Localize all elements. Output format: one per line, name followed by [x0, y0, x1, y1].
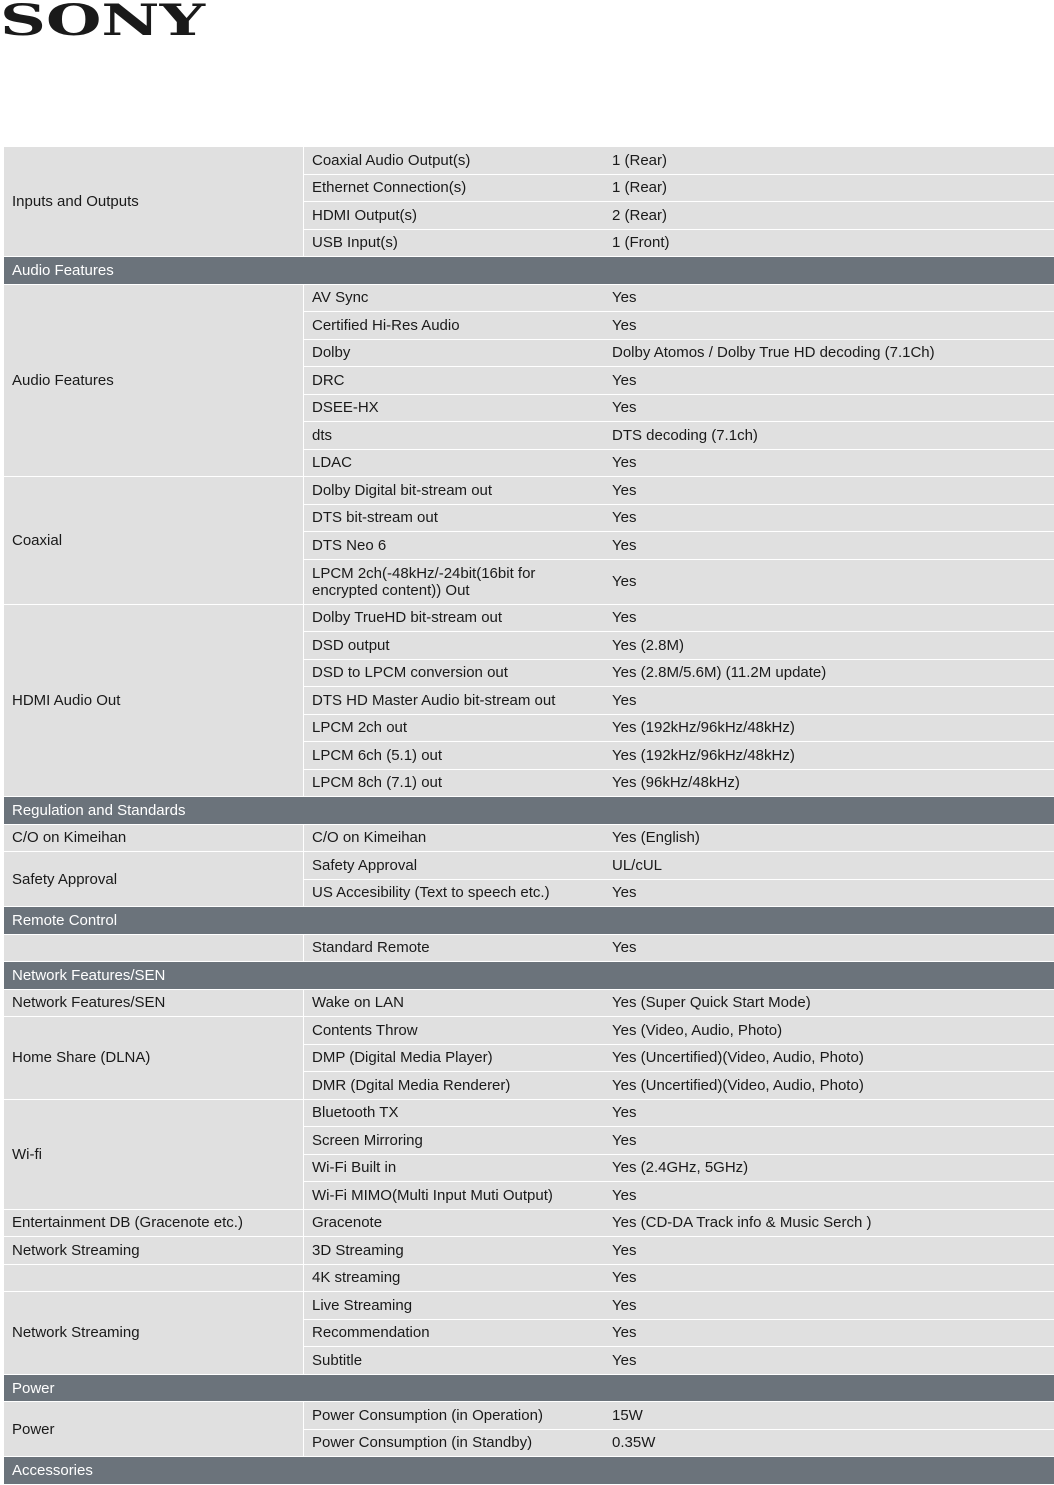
logo-text: SONY	[0, 0, 207, 40]
spec-row	[304, 880, 1054, 908]
feature-name: DTS Neo 6	[312, 536, 387, 554]
feature-value: Yes (Super Quick Start Mode)	[612, 994, 811, 1012]
feature-name: Recommendation	[312, 1324, 430, 1342]
feature-value: Yes	[612, 609, 637, 627]
spec-group	[4, 990, 1054, 1018]
feature-value: Yes	[612, 1351, 637, 1369]
feature-value: Yes (96kHz/48kHz)	[612, 774, 740, 792]
feature-name: AV Sync	[312, 289, 369, 307]
group-rows	[304, 1292, 1054, 1375]
spec-row	[304, 422, 1054, 450]
feature-name: Power Consumption (in Standby)	[312, 1434, 533, 1452]
spec-row	[304, 340, 1054, 368]
section-header: Remote Control	[4, 907, 1054, 935]
spec-group	[4, 1237, 1054, 1265]
spec-group	[4, 1100, 1054, 1210]
spec-row	[304, 367, 1054, 395]
spec-row	[304, 1210, 1054, 1238]
feature-value: Yes	[612, 939, 637, 957]
feature-name: DMR (Dgital Media Renderer)	[312, 1076, 511, 1094]
spec-group	[4, 852, 1054, 907]
spec-row	[304, 230, 1054, 258]
feature-value: Yes (2.4GHz, 5GHz)	[612, 1159, 749, 1177]
spec-row	[304, 1402, 1054, 1430]
feature-name: Dolby TrueHD bit-stream out	[312, 609, 503, 627]
spec-group	[4, 1402, 1054, 1457]
section-header: Accessories	[4, 1457, 1054, 1485]
group-label: Safety Approval	[4, 852, 304, 907]
group-label: Entertainment DB (Gracenote etc.)	[4, 1210, 304, 1238]
feature-value: Yes (2.8M)	[612, 636, 684, 654]
spec-group	[4, 605, 1054, 798]
feature-name: LPCM 2ch out	[312, 719, 408, 737]
spec-group	[4, 1292, 1054, 1375]
section-header: Regulation and Standards	[4, 797, 1054, 825]
feature-value: Yes (Uncertified)(Video, Audio, Photo)	[612, 1076, 864, 1094]
spec-group	[4, 1265, 1054, 1293]
feature-name: DTS HD Master Audio bit-stream out	[312, 691, 556, 709]
feature-name: USB Input(s)	[312, 234, 398, 252]
feature-name: Wake on LAN	[312, 994, 404, 1012]
feature-value: Dolby Atomos / Dolby True HD decoding (7.1Ch)	[612, 344, 935, 362]
feature-value: Yes	[612, 1324, 637, 1342]
group-label: Power	[4, 1402, 304, 1457]
feature-value: 1 (Rear)	[612, 151, 668, 169]
spec-row	[304, 742, 1054, 770]
feature-name: Contents Throw	[312, 1021, 418, 1039]
spec-row	[304, 990, 1054, 1018]
group-label	[4, 1265, 304, 1293]
feature-value: 2 (Rear)	[612, 206, 668, 224]
feature-value: Yes	[612, 1186, 637, 1204]
sony-logo	[0, 0, 210, 40]
feature-value: Yes	[612, 536, 637, 554]
feature-name: Gracenote	[312, 1214, 383, 1232]
spec-row	[304, 1127, 1054, 1155]
section-header: Network Features/SEN	[4, 962, 1054, 990]
spec-row	[304, 1182, 1054, 1210]
feature-name: DSEE-HX	[312, 399, 379, 417]
spec-row	[304, 202, 1054, 230]
feature-name: Bluetooth TX	[312, 1104, 399, 1122]
feature-value: Yes	[612, 289, 637, 307]
spec-row	[304, 477, 1054, 505]
feature-value: Yes (Video, Audio, Photo)	[612, 1021, 783, 1039]
group-label: Coaxial	[4, 477, 304, 605]
feature-value: 1 (Front)	[612, 234, 670, 252]
feature-value: Yes	[612, 371, 637, 389]
spec-row	[304, 1430, 1054, 1458]
spec-row	[304, 1237, 1054, 1265]
spec-row	[304, 852, 1054, 880]
feature-name: 4K streaming	[312, 1269, 401, 1287]
feature-value: Yes	[612, 1241, 637, 1259]
spec-row	[304, 715, 1054, 743]
spec-row	[304, 1265, 1054, 1293]
spec-row	[304, 505, 1054, 533]
feature-name: HDMI Output(s)	[312, 206, 418, 224]
feature-value: UL/cUL	[612, 856, 663, 874]
feature-value: Yes (CD-DA Track info & Music Serch )	[612, 1214, 872, 1232]
feature-value: 1 (Rear)	[612, 179, 668, 197]
feature-name: Screen Mirroring	[312, 1131, 423, 1149]
feature-name: Wi-Fi Built in	[312, 1159, 397, 1177]
feature-name: Dolby Digital bit-stream out	[312, 481, 493, 499]
feature-value: Yes (192kHz/96kHz/48kHz)	[612, 719, 795, 737]
feature-name: Wi-Fi MIMO(Multi Input Muti Output)	[312, 1186, 553, 1204]
group-rows	[304, 1017, 1054, 1100]
feature-name: LPCM 8ch (7.1) out	[312, 774, 443, 792]
feature-value: Yes (English)	[612, 829, 700, 847]
group-rows	[304, 852, 1054, 907]
feature-name: US Accesibility (Text to speech etc.)	[312, 884, 550, 902]
section-header: Audio Features	[4, 257, 1054, 285]
feature-name: LDAC	[312, 454, 353, 472]
group-label: Wi-fi	[4, 1100, 304, 1210]
feature-name: Certified Hi-Res Audio	[312, 316, 460, 334]
feature-name: LPCM 2ch(-48kHz/-24bit(16bit for encrypted content)) Out	[312, 564, 536, 599]
feature-name: DMP (Digital Media Player)	[312, 1049, 493, 1067]
spec-row	[304, 687, 1054, 715]
group-label: HDMI Audio Out	[4, 605, 304, 798]
feature-value: Yes (192kHz/96kHz/48kHz)	[612, 746, 795, 764]
spec-group	[4, 477, 1054, 605]
feature-name: Subtitle	[312, 1351, 363, 1369]
spec-row	[304, 605, 1054, 633]
spec-row	[304, 560, 1054, 605]
spec-row	[304, 1347, 1054, 1375]
feature-name: Coaxial Audio Output(s)	[312, 151, 471, 169]
feature-name: LPCM 6ch (5.1) out	[312, 746, 443, 764]
group-rows	[304, 825, 1054, 853]
spec-table	[4, 147, 1054, 1485]
spec-row	[304, 175, 1054, 203]
group-label: Network Streaming	[4, 1237, 304, 1265]
spec-row	[304, 312, 1054, 340]
spec-row	[304, 532, 1054, 560]
spec-row	[304, 395, 1054, 423]
group-label: Network Features/SEN	[4, 990, 304, 1018]
group-rows	[304, 1100, 1054, 1210]
group-rows	[304, 1265, 1054, 1293]
spec-row	[304, 770, 1054, 798]
group-label: Audio Features	[4, 285, 304, 478]
feature-name: Safety Approval	[312, 856, 418, 874]
feature-value: Yes	[612, 884, 637, 902]
spec-group	[4, 147, 1054, 257]
group-label: Network Streaming	[4, 1292, 304, 1375]
feature-name: Live Streaming	[312, 1296, 413, 1314]
feature-name: 3D Streaming	[312, 1241, 404, 1259]
group-rows	[304, 285, 1054, 478]
feature-value: Yes (2.8M/5.6M) (11.2M update)	[612, 664, 827, 682]
feature-value: 0.35W	[612, 1434, 656, 1452]
feature-value: Yes	[612, 1131, 637, 1149]
spec-row	[304, 632, 1054, 660]
spec-group	[4, 1017, 1054, 1100]
feature-name: DTS bit-stream out	[312, 509, 438, 527]
group-label: Home Share (DLNA)	[4, 1017, 304, 1100]
feature-value: 15W	[612, 1406, 643, 1424]
spec-row	[304, 1072, 1054, 1100]
feature-value: Yes	[612, 316, 637, 334]
feature-value: Yes	[612, 481, 637, 499]
spec-row	[304, 1320, 1054, 1348]
feature-value: Yes	[612, 1104, 637, 1122]
feature-name: C/O on Kimeihan	[312, 829, 427, 847]
feature-name: Ethernet Connection(s)	[312, 179, 467, 197]
spec-group	[4, 1210, 1054, 1238]
group-rows	[304, 605, 1054, 798]
feature-value: Yes (Uncertified)(Video, Audio, Photo)	[612, 1049, 864, 1067]
feature-value: DTS decoding (7.1ch)	[612, 426, 758, 444]
spec-group	[4, 285, 1054, 478]
spec-row	[304, 1100, 1054, 1128]
group-rows	[304, 477, 1054, 605]
spec-row	[304, 1292, 1054, 1320]
feature-name: Power Consumption (in Operation)	[312, 1406, 543, 1424]
group-rows	[304, 1402, 1054, 1457]
feature-name: DSD output	[312, 636, 390, 654]
spec-row	[304, 660, 1054, 688]
feature-name: DRC	[312, 371, 345, 389]
spec-group	[4, 935, 1054, 963]
spec-row	[304, 935, 1054, 963]
feature-value: Yes	[612, 509, 637, 527]
spec-row	[304, 147, 1054, 175]
feature-name: Dolby	[312, 344, 351, 362]
feature-value: Yes	[612, 1269, 637, 1287]
feature-name: DSD to LPCM conversion out	[312, 664, 508, 682]
spec-row	[304, 285, 1054, 313]
group-rows	[304, 147, 1054, 257]
feature-value: Yes	[612, 399, 637, 417]
spec-row	[304, 1017, 1054, 1045]
feature-value: Yes	[612, 691, 637, 709]
spec-row	[304, 825, 1054, 853]
group-label: Inputs and Outputs	[4, 147, 304, 257]
feature-name: Standard Remote	[312, 939, 430, 957]
feature-value: Yes	[612, 573, 637, 590]
spec-group	[4, 825, 1054, 853]
group-label	[4, 935, 304, 963]
group-rows	[304, 1237, 1054, 1265]
feature-value: Yes	[612, 454, 637, 472]
group-rows	[304, 1210, 1054, 1238]
spec-row	[304, 1045, 1054, 1073]
group-rows	[304, 935, 1054, 963]
spec-row	[304, 1155, 1054, 1183]
section-header: Power	[4, 1375, 1054, 1403]
feature-name: dts	[312, 426, 333, 444]
group-rows	[304, 990, 1054, 1018]
group-label: C/O on Kimeihan	[4, 825, 304, 853]
feature-value: Yes	[612, 1296, 637, 1314]
spec-row	[304, 450, 1054, 478]
